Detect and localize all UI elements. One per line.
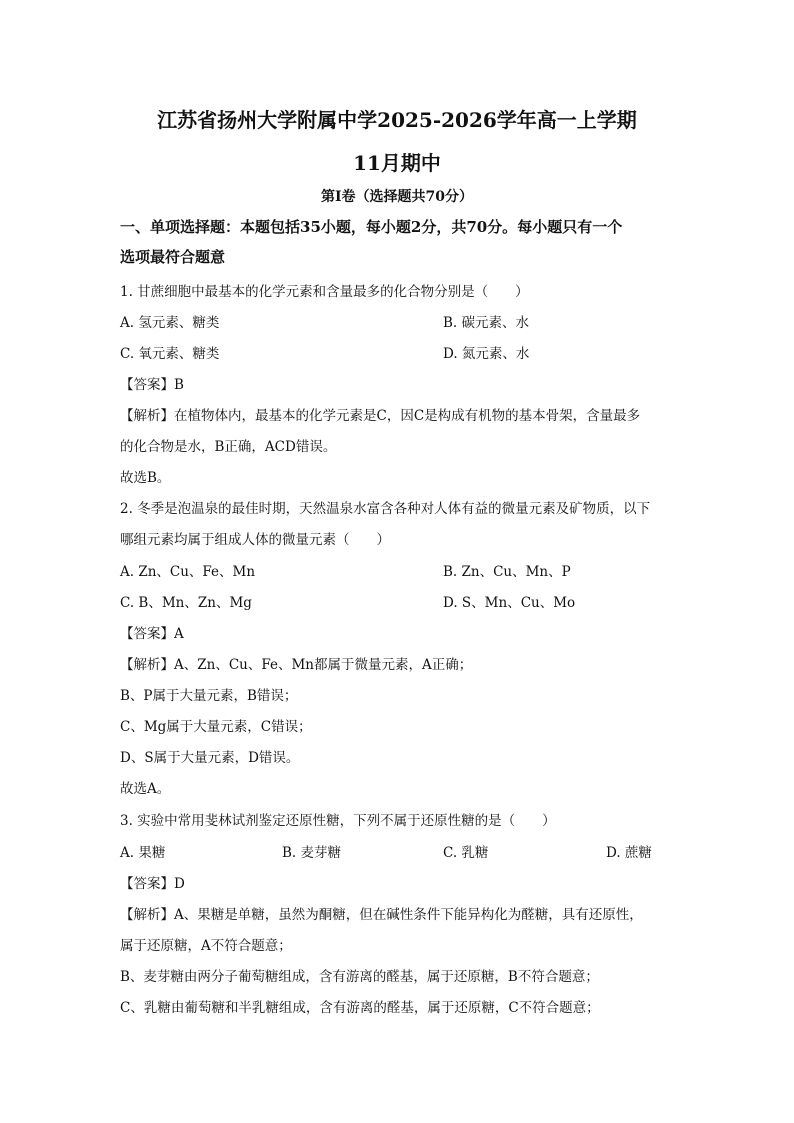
question-1-stem: 1. 甘蔗细胞中最基本的化学元素和含量最多的化合物分别是（ ） <box>120 284 529 300</box>
question-2-answer: 【答案】A <box>120 626 184 642</box>
question-2-stem: 2. 冬季是泡温泉的最佳时期，天然温泉水富含各种对人体有益的微量元素及矿物质，以下 <box>120 501 651 517</box>
question-1-option-b: B. 碳元素、水 <box>443 315 530 331</box>
question-2-conclusion: 故选A。 <box>120 781 171 797</box>
section-heading: 一、单项选择题：本题包括35小题，每小题2分，共70分。每小题只有一个 <box>120 218 623 236</box>
question-2-option-d: D. S、Mn、Cu、Mo <box>443 595 576 611</box>
question-1-option-c: C. 氧元素、糖类 <box>120 346 220 362</box>
question-3-answer: 【答案】D <box>120 876 185 892</box>
volume-heading: 第I卷（选择题共70分） <box>320 189 474 205</box>
question-3-option-d: D. 蔗糖 <box>606 845 652 861</box>
question-1-analysis: 【解析】在植物体内，最基本的化学元素是C，因C是构成有机物的基本骨架，含量最多 <box>120 408 641 424</box>
question-1-option-a: A. 氢元素、糖类 <box>120 315 220 331</box>
question-1-conclusion: 故选B。 <box>120 470 171 486</box>
question-3-option-a: A. 果糖 <box>120 845 166 861</box>
question-3-stem: 3. 实验中常用斐林试剂鉴定还原性糖，下列不属于还原性糖的是（ ） <box>120 813 556 829</box>
question-3-analysis-c: C、乳糖由葡萄糖和半乳糖组成，含有游离的醛基，属于还原糖，C不符合题意； <box>120 1000 600 1016</box>
question-3-option-b: B. 麦芽糖 <box>282 845 342 861</box>
question-2-analysis-b: B、P属于大量元素，B错误； <box>120 688 298 704</box>
question-2-analysis: 【解析】A、Zn、Cu、Fe、Mn都属于微量元素，A正确； <box>120 657 473 673</box>
question-2-option-c: C. B、Mn、Zn、Mg <box>120 595 252 611</box>
question-3-analysis: 【解析】A、果糖是单糖，虽然为酮糖，但在碱性条件下能异构化为醛糖，具有还原性， <box>120 907 643 923</box>
document-subtitle: 11月期中 <box>353 151 441 175</box>
question-3-option-c: C. 乳糖 <box>443 845 489 861</box>
question-3-analysis-b: B、麦芽糖由两分子葡萄糖组成，含有游离的醛基，属于还原糖，B不符合题意； <box>120 969 599 985</box>
question-2-option-a: A. Zn、Cu、Fe、Mn <box>120 564 256 580</box>
question-3-analysis-cont: 属于还原糖，A不符合题意； <box>120 938 292 954</box>
question-1-analysis-cont: 的化合物是水，B正确，ACD错误。 <box>120 439 337 455</box>
document-title: 江苏省扬州大学附属中学2025-2026学年高一上学期 <box>157 108 637 132</box>
question-1-answer: 【答案】B <box>120 377 184 393</box>
question-2-analysis-c: C、Mg属于大量元素，C错误； <box>120 719 312 735</box>
question-2-stem-cont: 哪组元素均属于组成人体的微量元素（ ） <box>120 532 390 548</box>
question-2-option-b: B. Zn、Cu、Mn、P <box>443 564 571 580</box>
section-heading-cont: 选项最符合题意 <box>120 248 226 266</box>
question-1-option-d: D. 氮元素、水 <box>443 346 530 362</box>
question-2-analysis-d: D、S属于大量元素，D错误。 <box>120 750 300 766</box>
